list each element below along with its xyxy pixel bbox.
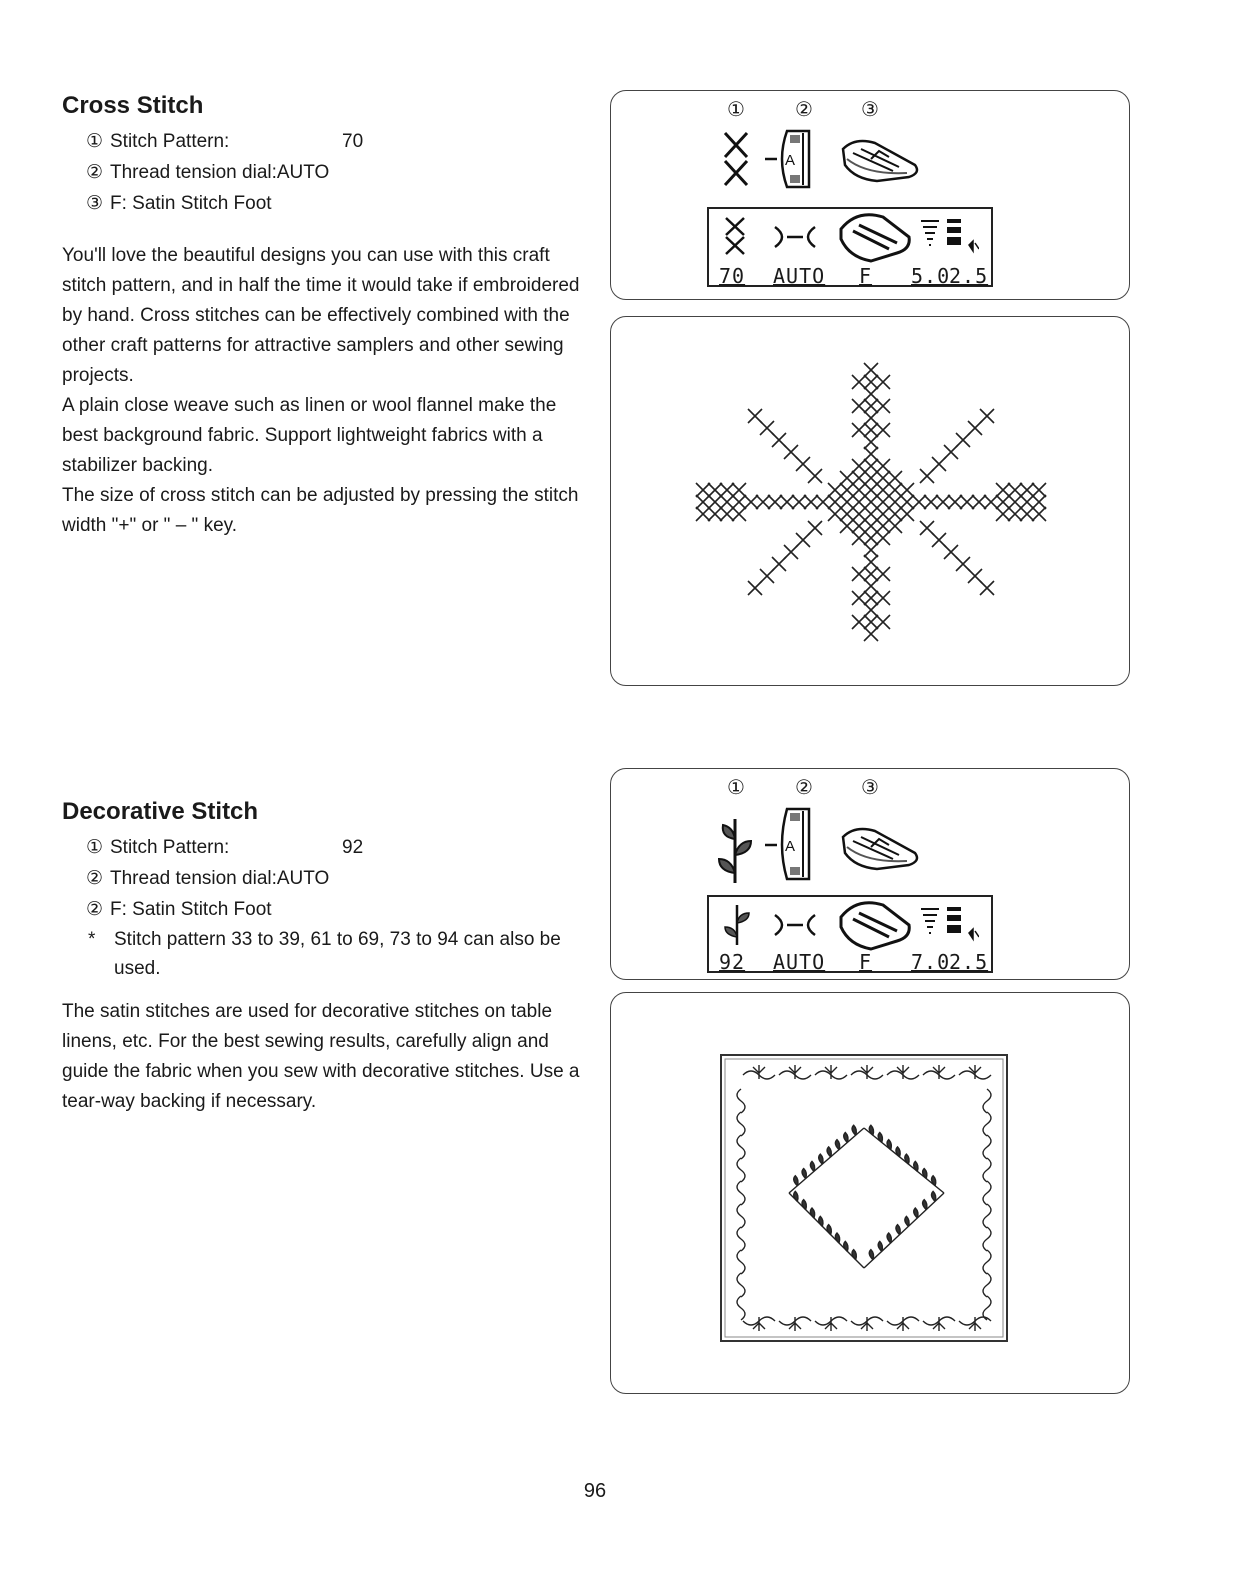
lcd-width-length-icon (919, 217, 979, 257)
setting-label: Stitch Pattern: (110, 837, 230, 858)
lcd-tension-icon (773, 223, 817, 251)
tension-dial-icon (763, 127, 815, 191)
cross-stitch-sample-panel (610, 316, 1130, 686)
setting-label: F: Satin Stitch Foot (110, 899, 272, 920)
panel-number-3: ③ (861, 99, 879, 121)
setting-label: Stitch Pattern: (110, 131, 230, 152)
cross-stitch-section (62, 92, 592, 541)
note-mark: * (88, 929, 96, 950)
panel-number-2: ② (795, 777, 813, 799)
lcd-pattern-number: 70 (719, 264, 746, 288)
panel-number-3: ③ (861, 777, 879, 799)
setting-thread-tension (86, 863, 592, 894)
panel-number-1: ① (727, 777, 745, 799)
paragraph: A plain close weave such as linen or wool flannel make the best background fabric. Support lightweight fabrics with a stabilizer backing. (62, 395, 557, 476)
setting-note (86, 925, 592, 983)
section-title: Cross Stitch (62, 92, 204, 119)
lcd-stitch-icon (723, 901, 751, 947)
paragraph: The size of cross stitch can be adjusted by pressing the stitch width "+" or " – " key. (62, 485, 579, 536)
lcd-tension-icon (773, 911, 817, 939)
panel-number-2: ② (795, 99, 813, 121)
satin-stitch-foot-icon (837, 135, 921, 187)
decorative-stitch-sample-illustration (719, 1053, 1009, 1343)
cross-settings-panel (610, 90, 1130, 300)
lcd-tension-value: AUTO (773, 950, 826, 974)
settings-list (86, 832, 592, 983)
setting-value: 70 (342, 131, 364, 152)
tension-dial-icon (763, 805, 815, 883)
lcd-width-value: 5.0 (911, 264, 951, 288)
dial-letter: A (785, 152, 796, 169)
circled-number: ② (86, 899, 104, 920)
cross-stitch-pattern-icon (721, 129, 751, 189)
lcd-width-length-icon (919, 905, 979, 945)
lcd-display (707, 207, 993, 287)
setting-stitch-pattern (86, 126, 592, 157)
decorative-stitch-sample-panel (610, 992, 1130, 1394)
decorative-settings-panel (610, 768, 1130, 980)
paragraph: The satin stitches are used for decorative stitches on table linens, etc. For the best sewing results, carefully align and guide the fabric when you sew with decorative stitches. Use a tear-way backing if necessary. (62, 1001, 580, 1112)
lcd-tension-value: AUTO (773, 264, 826, 288)
cross-stitch-sample-illustration (671, 347, 1071, 657)
circled-number: ② (86, 868, 104, 889)
satin-stitch-foot-icon (837, 823, 921, 875)
setting-label: Thread tension dial:AUTO (110, 868, 330, 889)
lcd-foot-icon (837, 897, 913, 953)
paragraph: You'll love the beautiful designs you can use with this craft stitch pattern, and in half the time it would take if embroidered by hand. Cross stitches can be effectively combined with the other craft patterns for attractive samplers and other sewing projects. (62, 245, 580, 386)
lcd-length-value: 2.5 (949, 264, 989, 288)
lcd-stitch-icon (723, 215, 747, 257)
panel-number-1: ① (727, 99, 745, 121)
lcd-length-value: 2.5 (949, 950, 989, 974)
decorative-stitch-section (62, 798, 592, 1117)
note-text: Stitch pattern 33 to 39, 61 to 69, 73 to 94 can also be used. (114, 929, 561, 979)
dial-letter: A (785, 838, 796, 855)
lcd-foot-letter: F (859, 264, 873, 288)
description (62, 997, 592, 1117)
setting-thread-tension (86, 157, 592, 188)
circled-number: ② (86, 162, 104, 183)
settings-list (86, 126, 592, 219)
setting-label: Thread tension dial:AUTO (110, 162, 330, 183)
circled-number: ③ (86, 193, 104, 214)
lcd-display (707, 895, 993, 973)
leaf-stitch-pattern-icon (715, 815, 755, 885)
lcd-foot-letter: F (859, 950, 873, 974)
section-title: Decorative Stitch (62, 798, 259, 825)
page-number: 96 (583, 1480, 607, 1502)
setting-foot (86, 894, 592, 925)
setting-foot (86, 188, 592, 219)
description (62, 241, 592, 541)
lcd-foot-icon (837, 209, 913, 265)
setting-stitch-pattern (86, 832, 592, 863)
setting-label: F: Satin Stitch Foot (110, 193, 272, 214)
setting-value: 92 (342, 837, 364, 858)
circled-number: ① (86, 131, 104, 152)
lcd-pattern-number: 92 (719, 950, 746, 974)
lcd-width-value: 7.0 (911, 950, 951, 974)
circled-number: ① (86, 837, 104, 858)
